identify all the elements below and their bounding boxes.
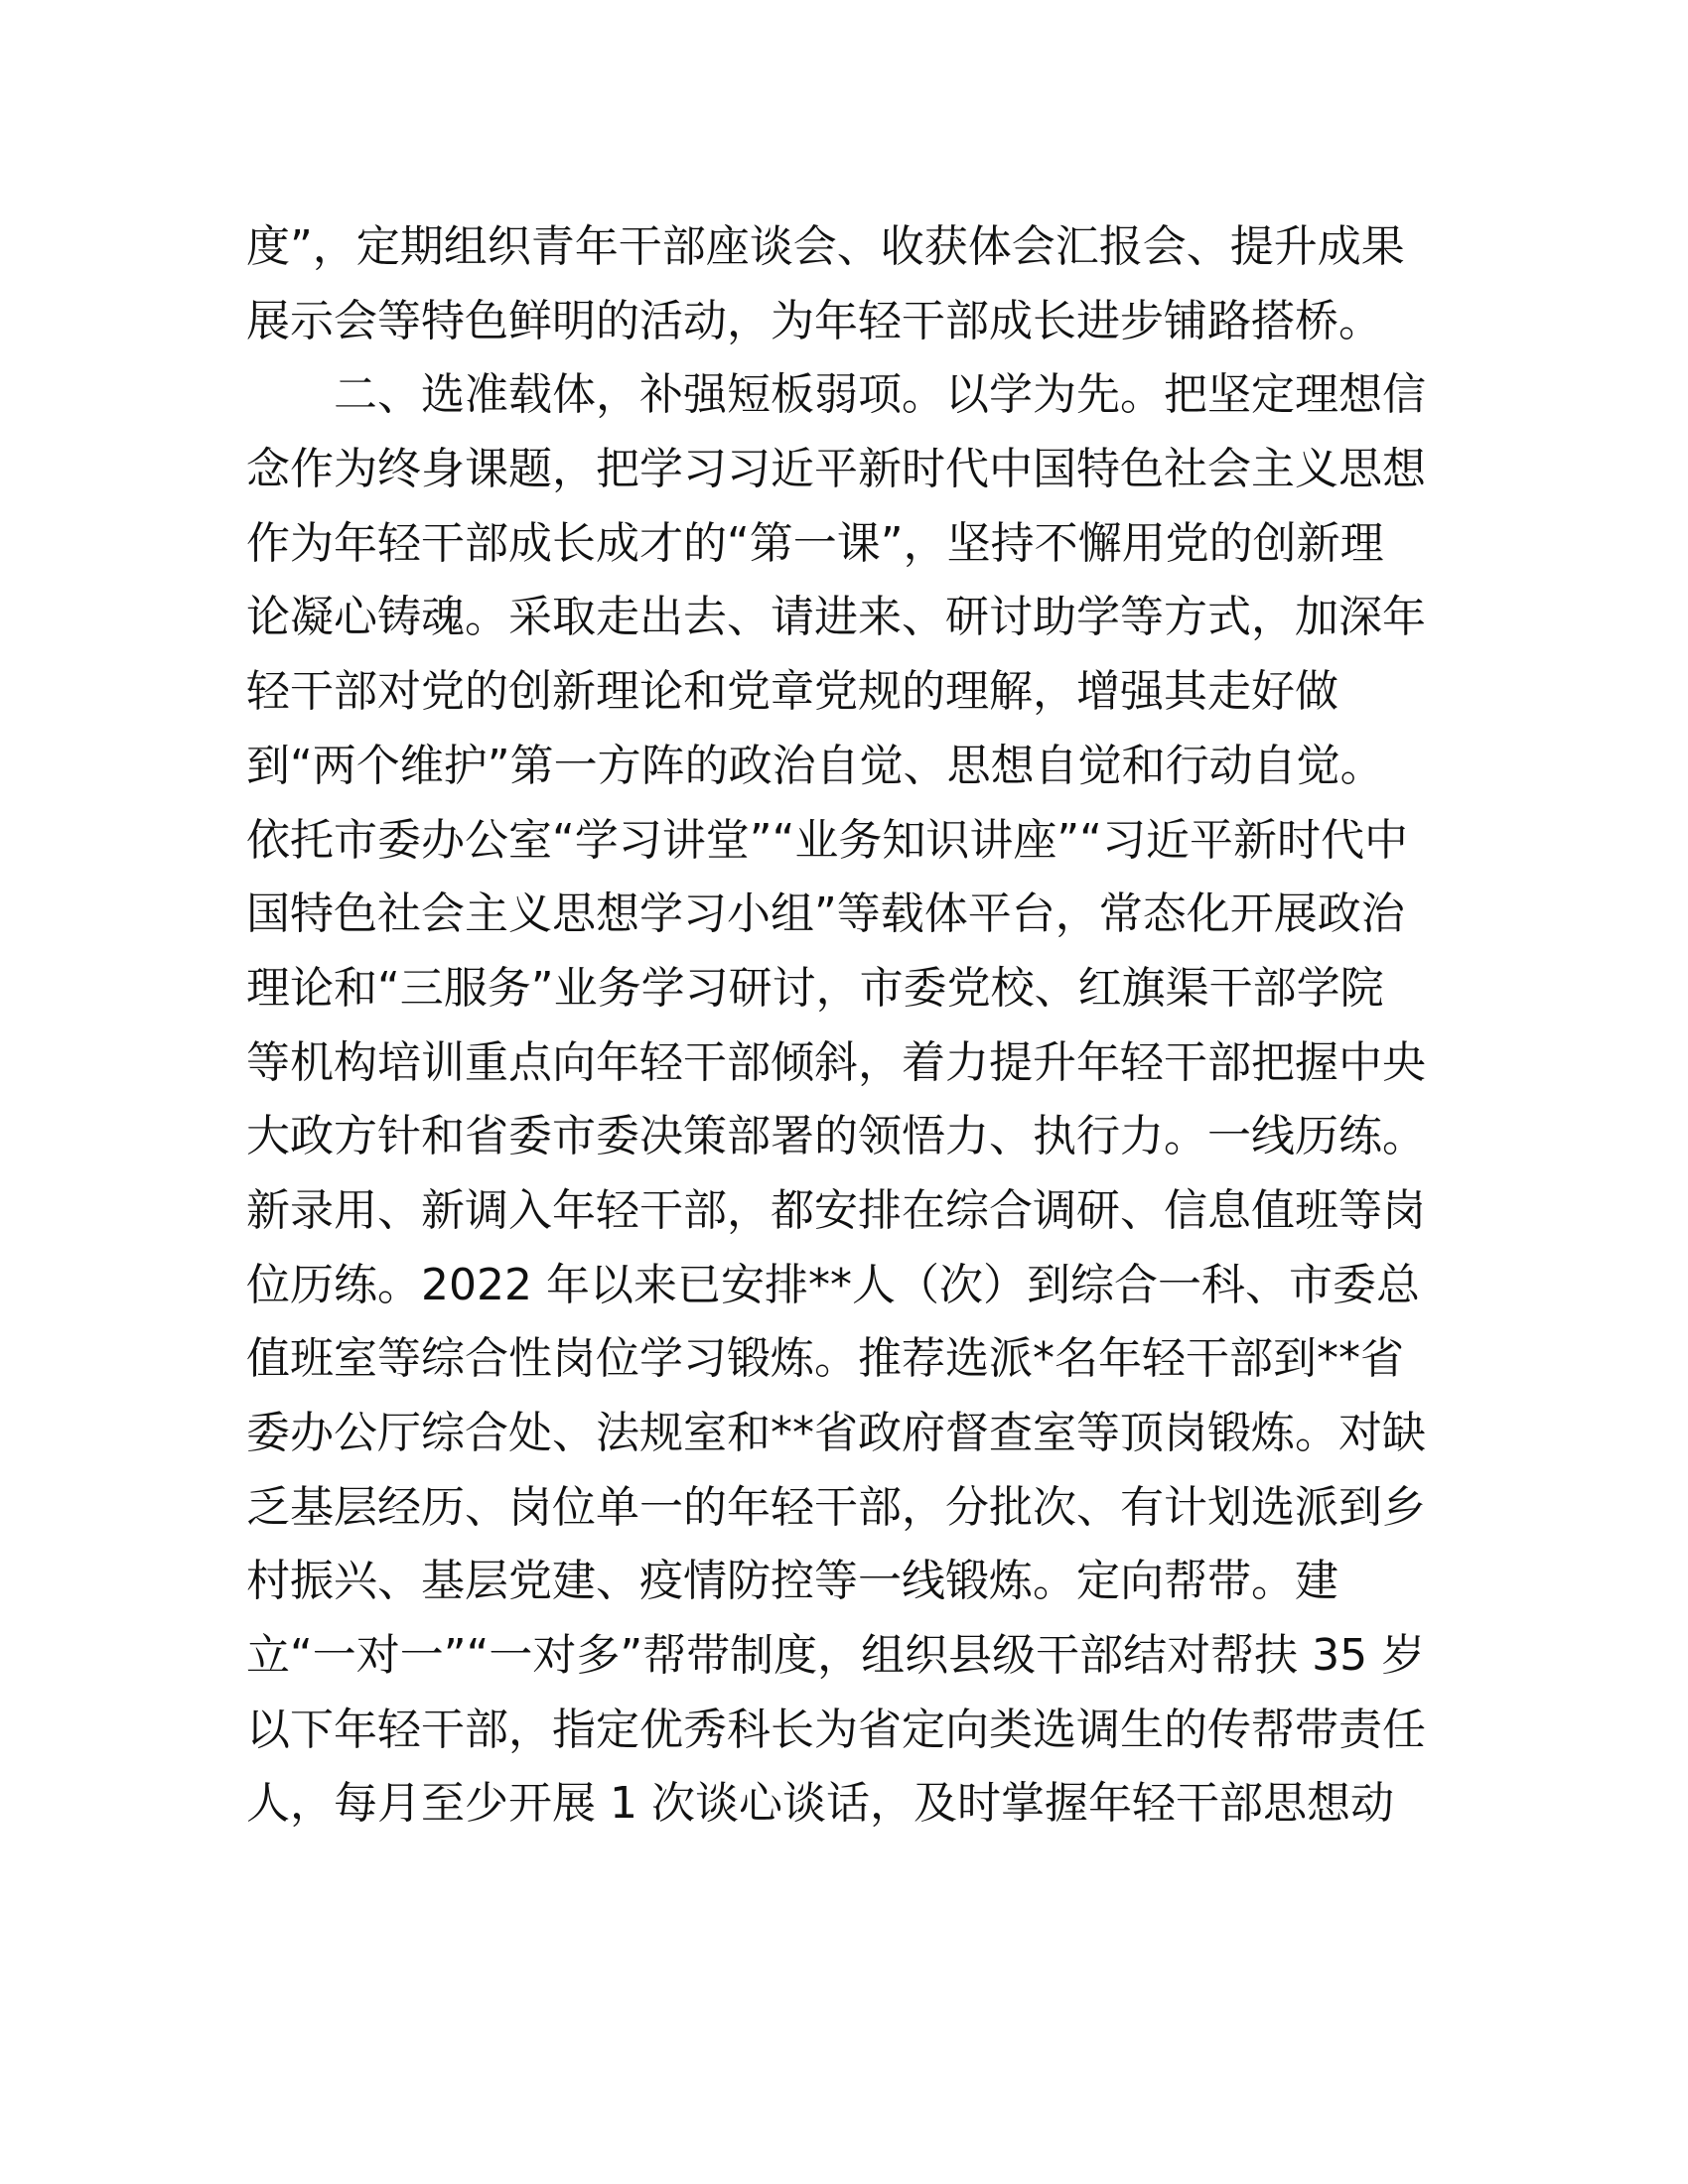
text-line: 轻干部对党的创新理论和党章党规的理解，增强其走好做 xyxy=(246,666,1338,718)
text-line: 念作为终身课题，把学习习近平新时代中国特色社会主义思想 xyxy=(246,444,1426,495)
text-line: 论凝心铸魂。采取走出去、请进来、研讨助学等方式，加深年 xyxy=(246,592,1426,643)
text-line: 理论和“三服务”业务学习研讨，市委党校、红旗渠干部学院 xyxy=(246,962,1384,1014)
text-line: 度”，定期组织青年干部座谈会、收获体会汇报会、提升成果 xyxy=(246,221,1405,272)
text-line: 委办公厅综合处、法规室和**省政府督查室等顶岗锻炼。对缺 xyxy=(246,1408,1426,1458)
text-line: 乏基层经历、岗位单一的年轻干部，分批次、有计划选派到乡 xyxy=(246,1481,1426,1533)
text-line: 以下年轻干部，指定优秀科长为省定向类选调生的传帮带责任 xyxy=(246,1704,1426,1755)
text-line: 作为年轻干部成长成才的“第一课”，坚持不懈用党的创新理 xyxy=(246,517,1384,569)
text-line: 展示会等特色鲜明的活动，为年轻干部成长进步铺路搭桥。 xyxy=(246,295,1382,346)
text-line: 新录用、新调入年轻干部，都安排在综合调研、信息值班等岗 xyxy=(246,1184,1426,1236)
text-line: 国特色社会主义思想学习小组”等载体平台，常态化开展政治 xyxy=(246,888,1405,940)
text-line: 立“一对一”“一对多”帮带制度，组织县级干部结对帮扶 35 岁 xyxy=(246,1630,1426,1682)
section-heading-line: 二、选准载体，补强短板弱项。以学为先。把坚定理想信 xyxy=(334,369,1426,421)
text-line: 村振兴、基层党建、疫情防控等一线锻炼。定向帮带。建 xyxy=(246,1556,1338,1607)
text-line: 位历练。2022 年以来已安排**人（次）到综合一科、市委总 xyxy=(246,1259,1420,1310)
text-line: 等机构培训重点向年轻干部倾斜，着力提升年轻干部把握中央 xyxy=(246,1036,1426,1088)
text-line: 人，每月至少开展 1 次谈心谈话，及时掌握年轻干部思想动 xyxy=(246,1778,1394,1830)
text-line: 值班室等综合性岗位学习锻炼。推荐选派*名年轻干部到**省 xyxy=(246,1333,1404,1385)
text-line: 依托市委办公室“学习讲堂”“业务知识讲座”“习近平新时代中 xyxy=(246,814,1408,866)
text-line: 大政方针和省委市委决策部署的领悟力、执行力。一线历练。 xyxy=(246,1111,1426,1162)
document-body xyxy=(246,210,1438,1842)
text-line: 到“两个维护”第一方阵的政治自觉、思想自觉和行动自觉。 xyxy=(246,740,1384,791)
